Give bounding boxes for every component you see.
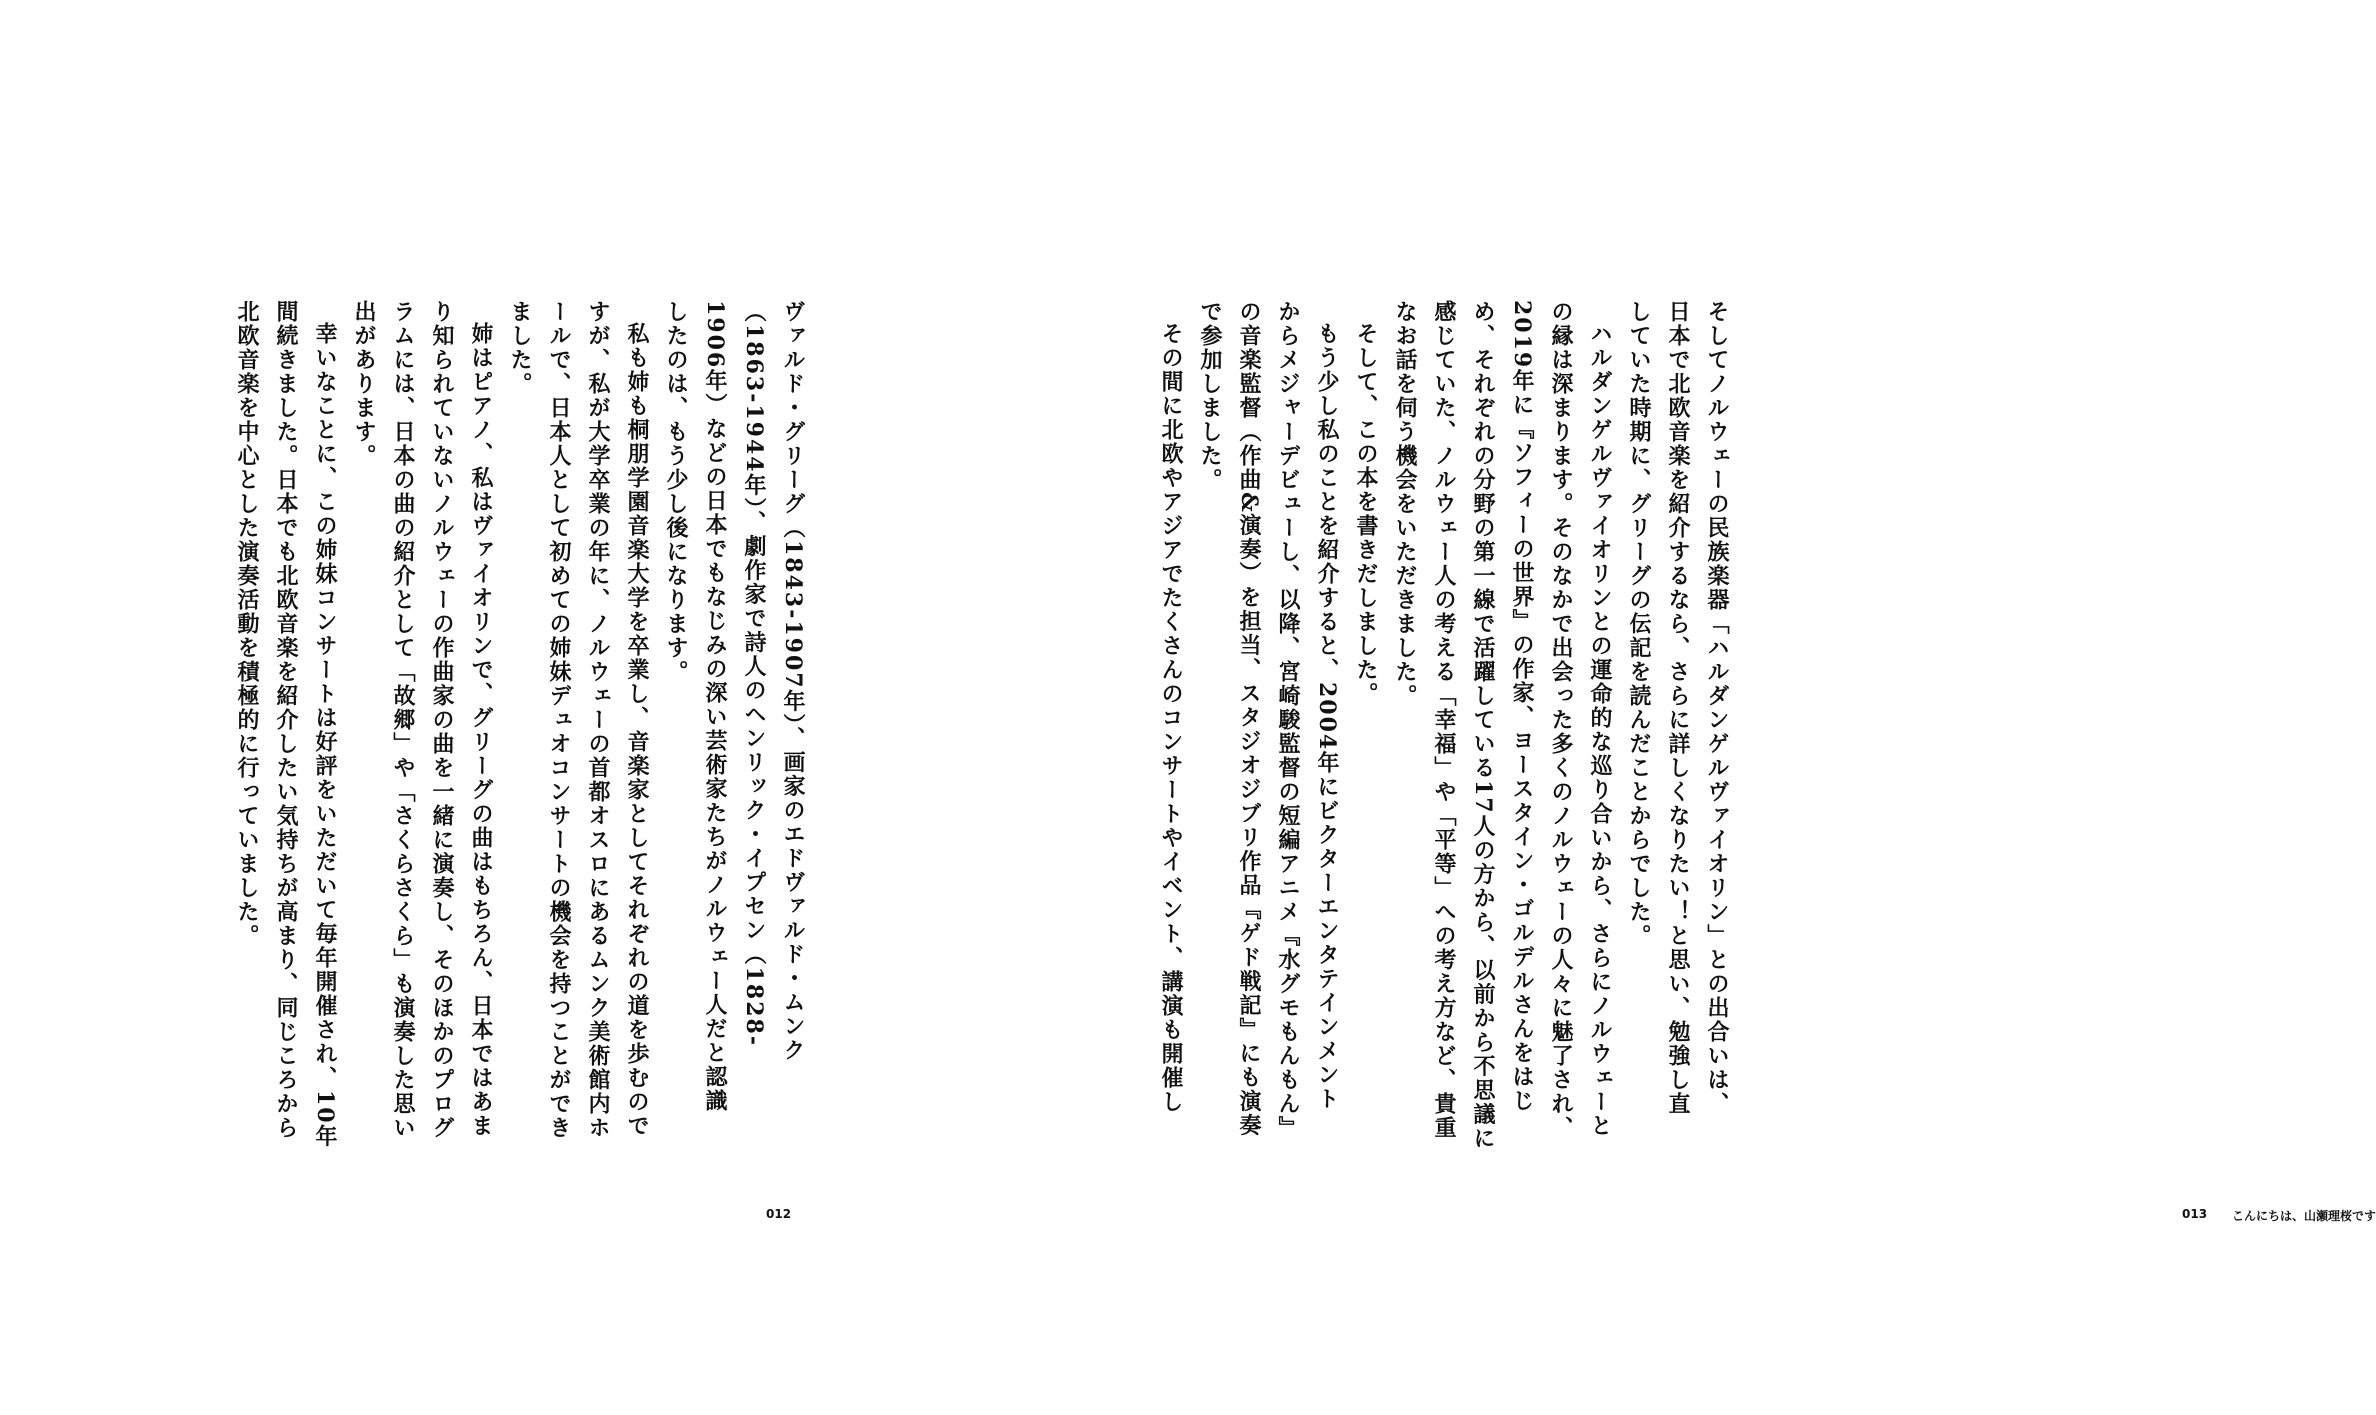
left-page	[0, 0, 1000, 1415]
text-line: 幸いなことに、この姉妹コンサートは好評をいただいて毎年開催され、10年	[312, 322, 338, 1149]
text-line: 私も姉も桐朋学園音楽大学を卒業し、音楽家としてそれぞれの道を歩むので	[624, 322, 650, 1138]
text-line: ールで、日本人として初めての姉妹デュオコンサートの機会を持つことができ	[546, 300, 572, 1140]
text-line: したのは、もう少し後になります。	[663, 300, 689, 684]
text-line: そしてノルウェーの民族楽器「ハルダンゲルヴァイオリン」との出合いは、	[1704, 300, 1730, 1116]
text-line: その間に北欧やアジアでたくさんのコンサートやイベント、講演も開催し	[1158, 322, 1184, 1114]
text-line: 2019年に『ソフィーの世界』の作家、ヨースタイン・ゴルデルさんをはじ	[1509, 300, 1535, 1114]
text-line: 間続きました。日本でも北欧音楽を紹介したい気持ちが高まり、同じころから	[273, 300, 299, 1140]
running-head: こんにちは、山瀬理桜です	[2232, 1209, 2376, 1223]
text-line: ました。	[507, 300, 533, 396]
text-line: ヴァルド・グリーグ（1843‐1907年）、画家のエドヴァルド・ムンク	[780, 300, 806, 1063]
text-line: ラムには、日本の曲の紹介として「故郷」や「さくらさくら」も演奏した思い	[390, 300, 416, 1140]
right-page	[1000, 0, 2376, 1415]
text-line: の縁は深まります。そのなかで出会った多くのノルウェーの人々に魅了され、	[1548, 300, 1574, 1140]
text-line: もう少し私のことを紹介すると、2004年にビクターエンタテインメント	[1314, 322, 1340, 1112]
text-line: で参加しました。	[1197, 300, 1223, 492]
page-number-left: 012	[766, 1207, 792, 1221]
text-line: すが、私が大学卒業の年に、ノルウェーの首都オスロにあるムンク美術館内ホ	[585, 300, 611, 1140]
page-number-right: 013	[2182, 1207, 2208, 1221]
text-line: 感じていた、ノルウェー人の考える「幸福」や「平等」への考え方など、貴重	[1431, 300, 1457, 1140]
left-page-body	[232, 300, 812, 1149]
text-line: そして、この本を書きだしました。	[1353, 322, 1379, 706]
text-line: ハルダンゲルヴァイオリンとの運命的な巡り合いから、さらにノルウェーと	[1587, 322, 1613, 1138]
text-line: 北欧音楽を中心とした演奏活動を積極的に行っていました。	[234, 300, 260, 948]
text-line: め、それぞれの分野の第一線で活躍している17人の方から、以前から不思議に	[1470, 300, 1496, 1151]
text-line: なお話を伺う機会をいただきました。	[1392, 300, 1418, 708]
text-line: 出があります。	[351, 300, 377, 468]
text-line: していた時期に、グリーグの伝記を読んだことからでした。	[1626, 300, 1652, 948]
text-line: の音楽監督（作曲&演奏）を担当、スタジオジブリ作品『ゲド戦記』にも演奏	[1236, 300, 1262, 1138]
text-line: からメジャーデビューし、以降、宮崎駿監督の短編アニメ『水グモもんもん』	[1275, 300, 1301, 1140]
text-line: 姉はピアノ、私はヴァイオリンで、グリーグの曲はもちろん、日本ではあま	[468, 322, 494, 1138]
text-line: り知られていないノルウェーの作曲家の曲を一緒に演奏し、そのほかのプログ	[429, 300, 455, 1140]
text-line: （1863‐1944年）、劇作家で詩人のヘンリック・イプセン（1828‐	[741, 300, 767, 1047]
text-line: 日本で北欧音楽を紹介するなら、さらに詳しくなりたい！と思い、勉強し直	[1665, 300, 1691, 1116]
text-line: 1906年）などの日本でもなじみの深い芸術家たちがノルウェー人だと認識	[702, 300, 728, 1114]
right-page-body	[1158, 300, 1736, 1151]
